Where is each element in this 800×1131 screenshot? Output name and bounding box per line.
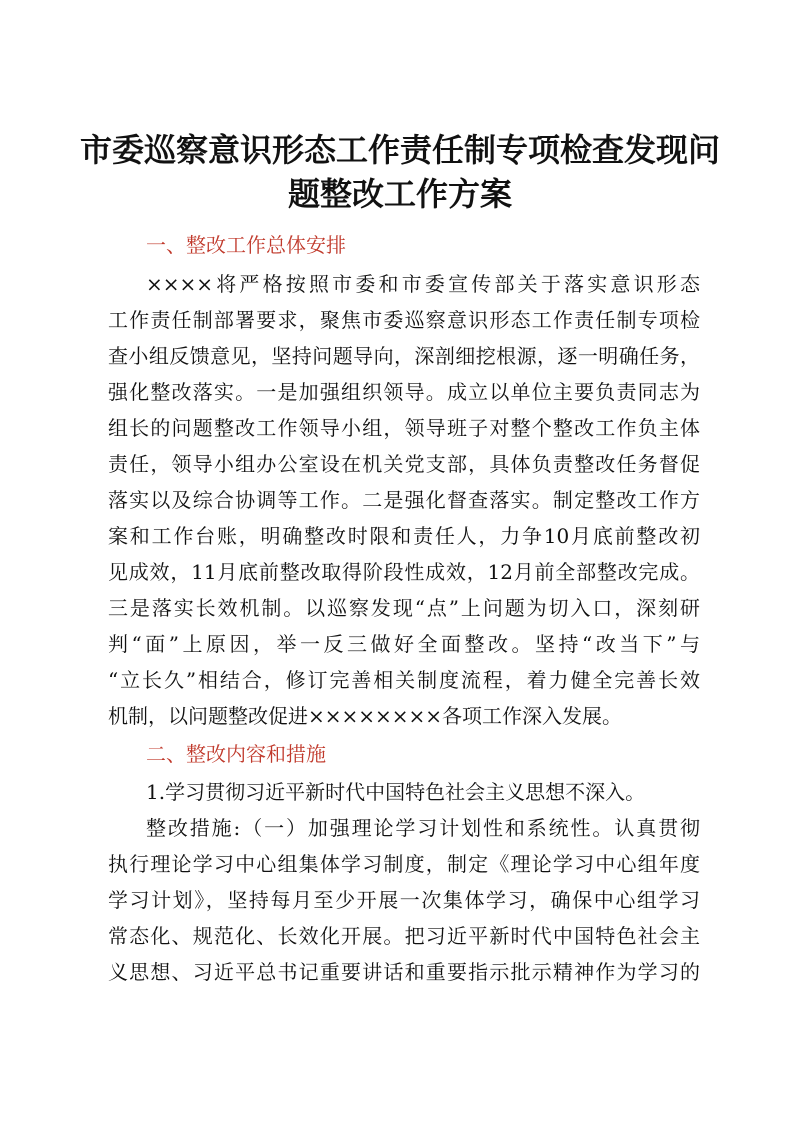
paragraph-line: 机制，以问题整改促进××××××××各项工作深入发展。	[108, 704, 623, 728]
document-title-line-1: 市委巡察意识形态工作责任制专项检查发现问	[79, 131, 720, 169]
paragraph-line: 学习计划》，坚持每月至少开展一次集体学习，确保中心组学习	[108, 888, 700, 912]
document-title-line-2: 题整改工作方案	[287, 175, 512, 213]
paragraph-line: 工作责任制部署要求，聚焦市委巡察意识形态工作责任制专项检	[108, 308, 700, 332]
paragraph-line: 案和工作台账，明确整改时限和责任人，力争10月底前整改初	[108, 524, 700, 548]
paragraph-line: 见成效，11月底前整改取得阶段性成效，12月前全部整改完成。	[108, 560, 700, 584]
paragraph-line: 落实以及综合协调等工作。二是强化督查落实。制定整改工作方	[108, 488, 700, 512]
section-heading-2: 二、整改内容和措施	[146, 742, 326, 766]
paragraph-line: ××××将严格按照市委和市委宣传部关于落实意识形态	[146, 272, 700, 296]
paragraph-line: 强化整改落实。一是加强组织领导。成立以单位主要负责同志为	[108, 380, 700, 404]
paragraph-line: 三是落实长效机制。以巡察发现“点”上问题为切入口，深刻研	[108, 596, 700, 620]
paragraph-line: 义思想、习近平总书记重要讲话和重要指示批示精神作为学习的	[108, 960, 700, 984]
section-heading-1: 一、整改工作总体安排	[146, 233, 346, 257]
paragraph-line: “立长久”相结合，修订完善相关制度流程，着力健全完善长效	[108, 668, 700, 692]
paragraph-line: 常态化、规范化、长效化开展。把习近平新时代中国特色社会主	[108, 924, 700, 948]
paragraph-line: 执行理论学习中心组集体学习制度，制定《理论学习中心组年度	[108, 852, 700, 876]
paragraph-line: 判“面”上原因，举一反三做好全面整改。坚持“改当下”与	[108, 632, 700, 656]
paragraph-line: 组长的问题整改工作领导小组，领导班子对整个整改工作负主体	[108, 416, 700, 440]
paragraph-line: 查小组反馈意见，坚持问题导向，深剖细挖根源，逐一明确任务，	[108, 344, 700, 368]
list-item: 1.学习贯彻习近平新时代中国特色社会主义思想不深入。	[146, 780, 646, 804]
paragraph-line: 整改措施:（一）加强理论学习计划性和系统性。认真贯彻	[146, 816, 700, 840]
paragraph-line: 责任，领导小组办公室设在机关党支部，具体负责整改任务督促	[108, 452, 700, 476]
